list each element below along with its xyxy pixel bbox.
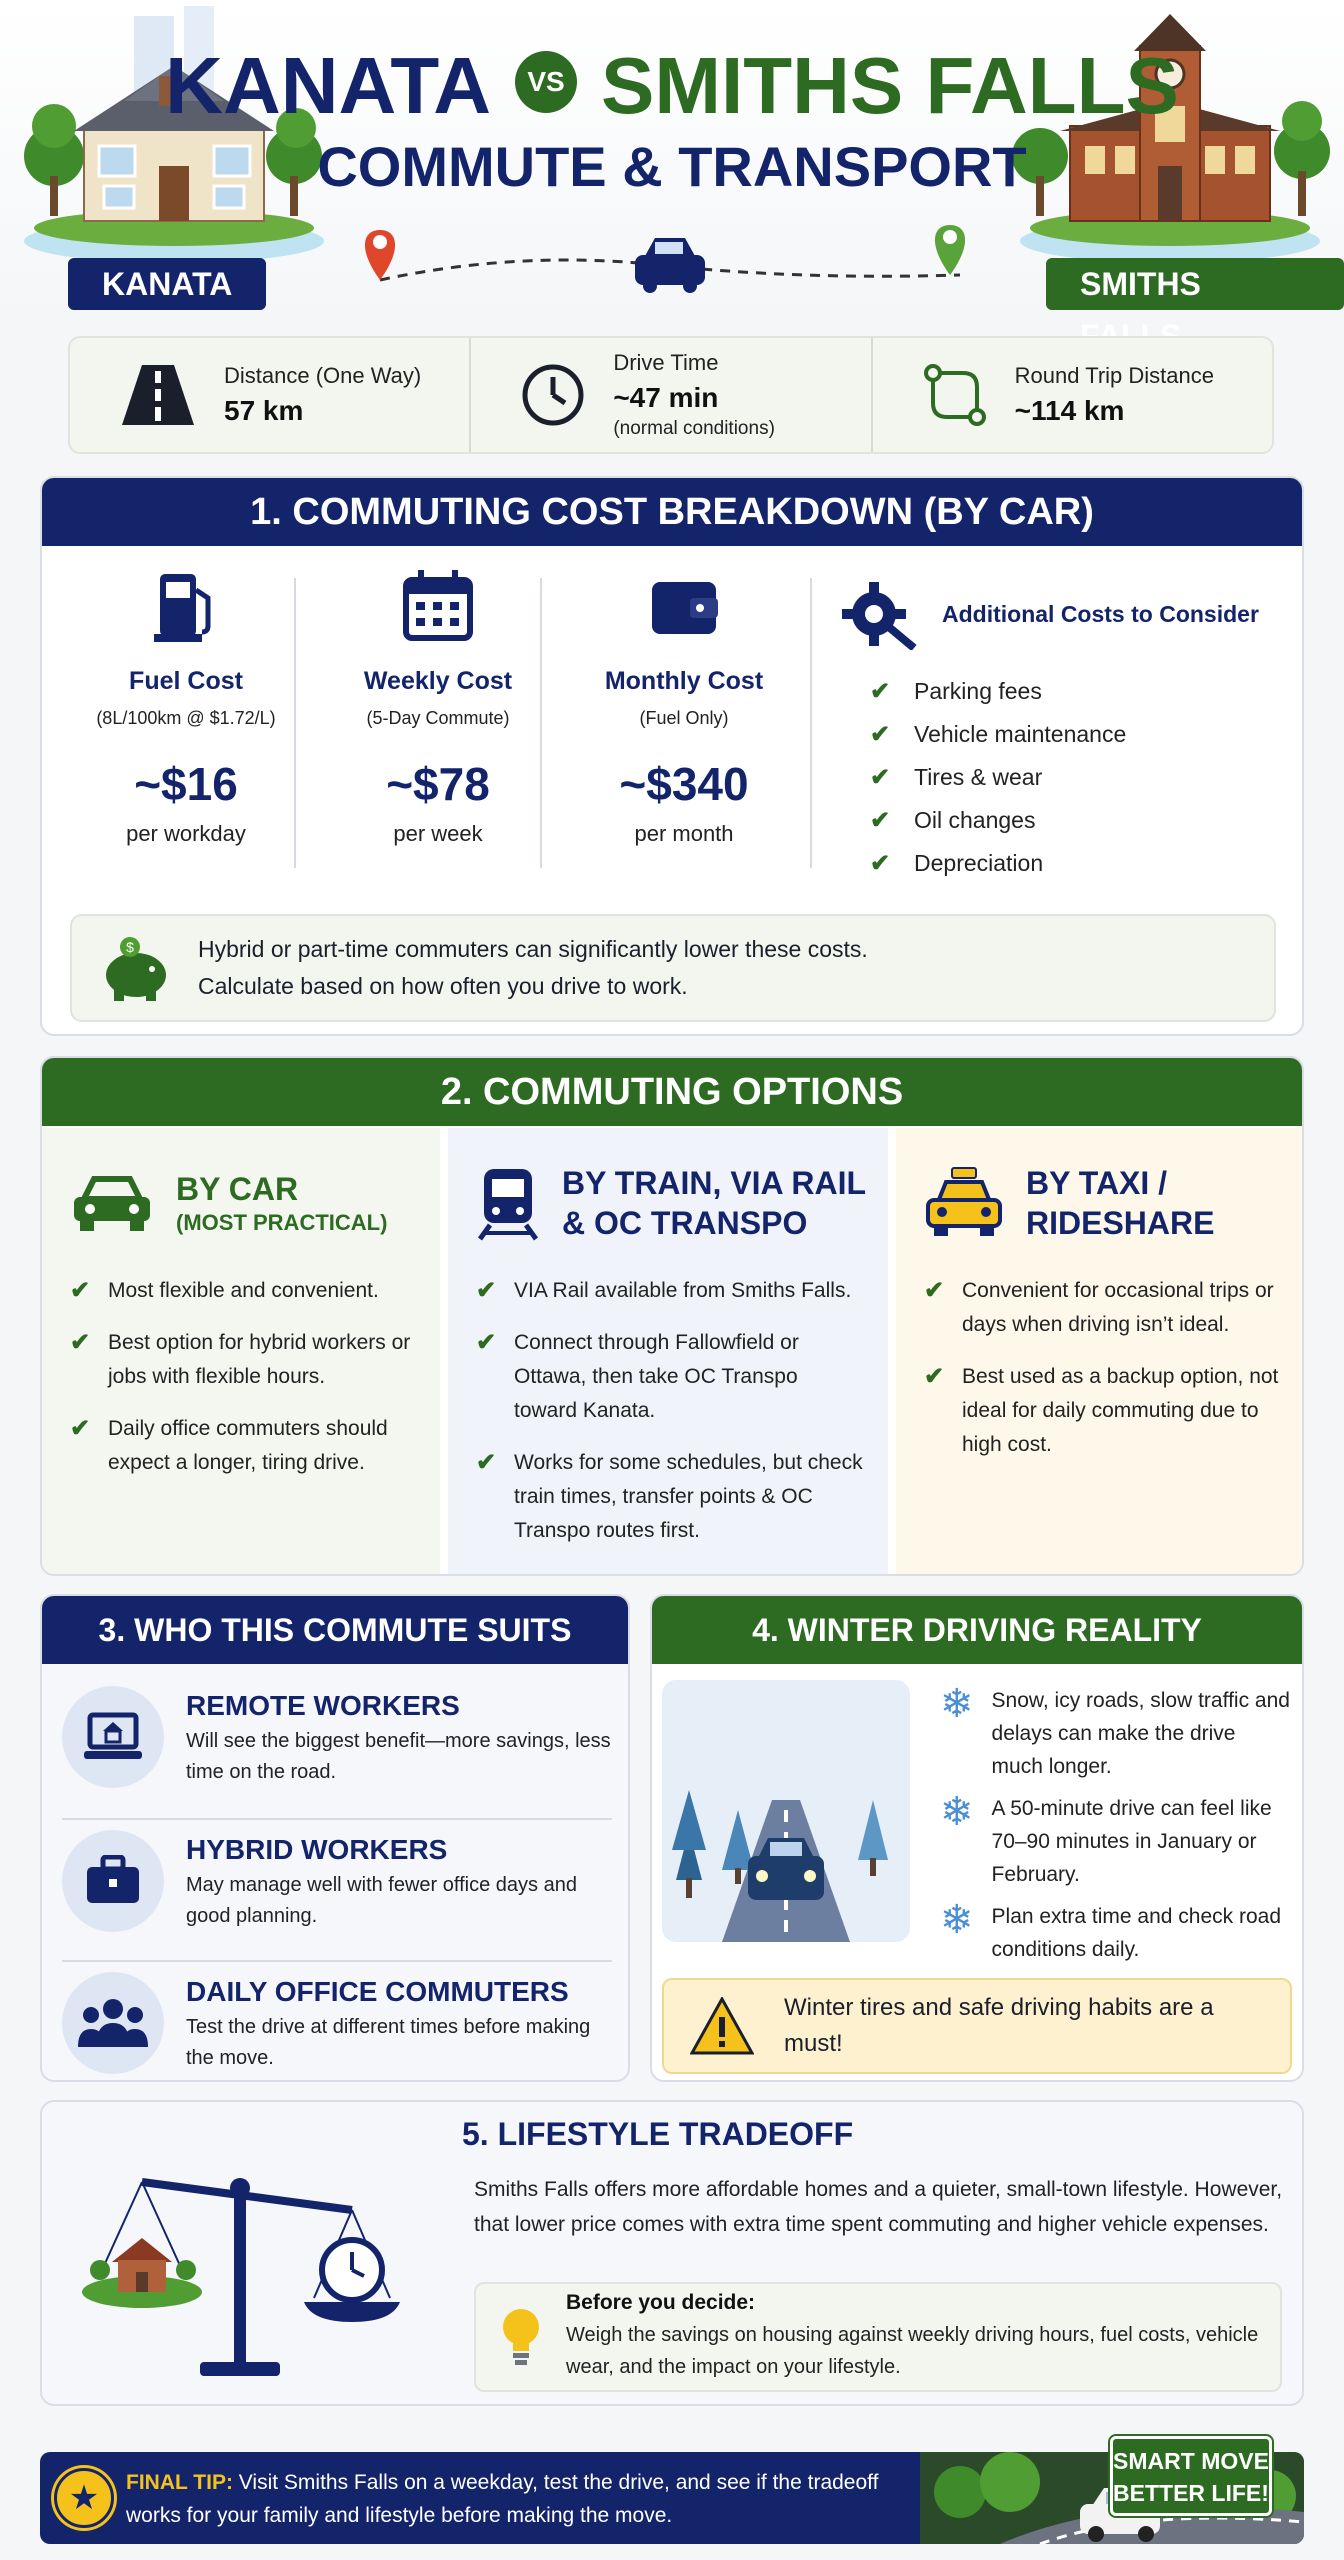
star-icon: ★ bbox=[54, 2468, 114, 2528]
stat-round-trip: Round Trip Distance ~114 km bbox=[873, 338, 1272, 452]
route-illustration bbox=[360, 220, 980, 310]
kanata-badge: KANATA bbox=[68, 258, 266, 310]
clock-icon bbox=[521, 363, 585, 427]
note-line-2: Calculate based on how often you drive to work. bbox=[198, 973, 688, 999]
section-winter-driving bbox=[650, 1594, 1304, 2082]
list-item: ✔ Vehicle maintenance bbox=[870, 721, 1127, 748]
group-remote-workers: REMOTE WORKERS Will see the biggest benefit—more savings, less time on the road. bbox=[62, 1680, 612, 1816]
divider bbox=[62, 1960, 612, 1962]
divider bbox=[810, 578, 812, 868]
check-icon: ✔ bbox=[476, 1329, 497, 1356]
list-item: ✔ Convenient for occasional trips or days when driving isn’t ideal. bbox=[924, 1274, 1282, 1342]
list-item: ✔ VIA Rail available from Smiths Falls. bbox=[476, 1274, 866, 1308]
check-icon: ✔ bbox=[70, 1277, 91, 1304]
option-taxi-title: BY TAXI / bbox=[1026, 1165, 1168, 1201]
check-icon: ✔ bbox=[476, 1277, 497, 1304]
header bbox=[0, 0, 1344, 320]
group-hybrid-workers: HYBRID WORKERS May manage well with fewer office days and good planning. bbox=[62, 1824, 612, 1960]
option-by-car bbox=[42, 1128, 440, 1576]
winter-point: ❄ A 50-minute drive can feel like 70–90 minutes in January or February. bbox=[940, 1792, 1290, 1891]
cost-monthly: Monthly Cost (Fuel Only) ~$340 per month bbox=[560, 568, 808, 847]
trip-stats-bar bbox=[68, 336, 1274, 454]
list-item: ✔ Daily office commuters should expect a longer, tiring drive. bbox=[70, 1412, 418, 1480]
list-item: ✔ Oil changes bbox=[870, 807, 1036, 834]
page-subtitle: COMMUTE & TRANSPORT bbox=[317, 135, 1027, 198]
before-you-decide-box: Before you decide: Weigh the savings on housing against weekly driving hours, fuel costs, vehicle wear, and the impact on your lifestyle. bbox=[474, 2282, 1282, 2392]
check-icon: ✔ bbox=[870, 807, 891, 834]
list-item: ✔ Most flexible and convenient. bbox=[70, 1274, 418, 1308]
briefcase-icon bbox=[83, 1855, 143, 1907]
divider bbox=[62, 1818, 612, 1820]
warning-icon bbox=[690, 1997, 754, 2055]
check-icon: ✔ bbox=[70, 1415, 91, 1442]
smart-move-sign: SMART MOVE BETTER LIFE! bbox=[1110, 2436, 1272, 2516]
additional-costs bbox=[840, 578, 1280, 885]
section-1-title: 1. COMMUTING COST BREAKDOWN (BY CAR) bbox=[42, 478, 1302, 546]
winter-road-illustration bbox=[662, 1680, 910, 1942]
check-icon: ✔ bbox=[924, 1363, 945, 1390]
vs-badge: VS bbox=[515, 51, 577, 113]
list-item: ✔ Works for some schedules, but check train times, transfer points & OC Transpo routes first. bbox=[476, 1446, 866, 1548]
check-icon: ✔ bbox=[870, 678, 891, 705]
title-kanata: KANATA bbox=[165, 41, 492, 130]
piggy-bank-icon bbox=[100, 935, 172, 1001]
final-tip-text: FINAL TIP: Visit Smiths Falls on a weekday, test the drive, and see if the tradeoff works for your family and lifestyle before making the move. bbox=[126, 2471, 879, 2527]
section-cost-breakdown bbox=[40, 476, 1304, 1036]
calendar-icon bbox=[400, 568, 476, 644]
fuel-pump-icon bbox=[148, 568, 224, 644]
snowflake-icon: ❄ bbox=[940, 1898, 974, 1942]
final-tip-label: FINAL TIP: bbox=[126, 2471, 233, 2494]
option-by-taxi bbox=[896, 1128, 1304, 1576]
check-icon: ✔ bbox=[476, 1449, 497, 1476]
winter-warning bbox=[662, 1978, 1292, 2074]
stat-drive-time: Drive Time ~47 min (normal conditions) bbox=[471, 338, 872, 452]
option-car-title: BY CAR bbox=[176, 1171, 299, 1207]
list-item: ✔ Depreciation bbox=[870, 850, 1044, 877]
section-5-title: 5. LIFESTYLE TRADEOFF bbox=[462, 2116, 854, 2152]
divider bbox=[540, 578, 542, 868]
check-icon: ✔ bbox=[870, 764, 891, 791]
section-4-title: 4. WINTER DRIVING REALITY bbox=[652, 1596, 1302, 1664]
route-icon bbox=[923, 363, 987, 427]
list-item: ✔ Best option for hybrid workers or jobs with flexible hours. bbox=[70, 1326, 418, 1394]
check-icon: ✔ bbox=[870, 850, 891, 877]
snowflake-icon: ❄ bbox=[940, 1790, 974, 1834]
section-commuting-options bbox=[40, 1056, 1304, 1576]
option-taxi-subtitle: RIDESHARE bbox=[1026, 1205, 1215, 1241]
section-3-title: 3. WHO THIS COMMUTE SUITS bbox=[42, 1596, 628, 1664]
stat-distance: Distance (One Way) 57 km bbox=[70, 338, 471, 452]
list-item: ✔ Tires & wear bbox=[870, 764, 1043, 791]
title-smiths-falls: SMITHS FALLS bbox=[601, 41, 1179, 130]
tradeoff-text: Smiths Falls offers more affordable homes and a quieter, small-town lifestyle. However, that lower price comes with extra time spent commuting and higher vehicle expenses. bbox=[474, 2178, 1283, 2236]
check-icon: ✔ bbox=[924, 1277, 945, 1304]
page-title bbox=[0, 40, 1344, 132]
section-lifestyle-tradeoff bbox=[40, 2100, 1304, 2406]
list-item: ✔ Best used as a backup option, not ideal for daily commuting due to high cost. bbox=[924, 1360, 1282, 1462]
option-car-subtitle: (MOST PRACTICAL) bbox=[176, 1210, 388, 1235]
option-train-subtitle: & OC TRANSPO bbox=[562, 1205, 808, 1241]
road-icon bbox=[120, 363, 196, 427]
check-icon: ✔ bbox=[870, 721, 891, 748]
cost-fuel: Fuel Cost (8L/100km @ $1.72/L) ~$16 per workday bbox=[62, 568, 310, 847]
winter-point: ❄ Snow, icy roads, slow traffic and delays can make the drive much longer. bbox=[940, 1684, 1290, 1783]
note-line-1: Hybrid or part-time commuters can significantly lower these costs. bbox=[198, 936, 868, 962]
option-by-train bbox=[448, 1128, 888, 1576]
smiths-falls-badge: SMITHS bbox=[1046, 258, 1344, 310]
hybrid-savings-note bbox=[70, 914, 1276, 1022]
wallet-icon bbox=[646, 568, 722, 644]
list-item: ✔ Connect through Fallowfield or Ottawa, then take OC Transpo toward Kanata. bbox=[476, 1326, 866, 1428]
car-icon bbox=[70, 1173, 154, 1233]
additional-costs-list bbox=[840, 670, 1280, 885]
laptop-home-icon bbox=[82, 1711, 144, 1763]
winter-point: ❄ Plan extra time and check road conditions daily. bbox=[940, 1900, 1290, 1966]
group-daily-commuters: DAILY OFFICE COMMUTERS Test the drive at different times before making the move. bbox=[62, 1966, 612, 2082]
taxi-icon bbox=[924, 1166, 1004, 1240]
snowflake-icon: ❄ bbox=[940, 1682, 974, 1726]
option-train-title: BY TRAIN, VIA RAIL bbox=[562, 1165, 867, 1201]
additional-costs-title: Additional Costs to Consider bbox=[942, 600, 1259, 627]
gear-wrench-icon bbox=[840, 578, 924, 650]
check-icon: ✔ bbox=[70, 1329, 91, 1356]
winter-warning-text: Winter tires and safe driving habits are a must! bbox=[784, 1994, 1214, 2057]
section-who-suits bbox=[40, 1594, 630, 2082]
cost-weekly: Weekly Cost (5-Day Commute) ~$78 per week bbox=[314, 568, 562, 847]
svg-text:$: $ bbox=[126, 939, 134, 955]
divider bbox=[294, 578, 296, 868]
balance-scale-illustration bbox=[82, 2152, 422, 2392]
train-icon bbox=[476, 1165, 540, 1241]
list-item: ✔ Parking fees bbox=[870, 678, 1042, 705]
lightbulb-icon bbox=[498, 2305, 544, 2369]
people-icon bbox=[78, 1997, 148, 2049]
section-2-title: 2. COMMUTING OPTIONS bbox=[42, 1058, 1302, 1126]
